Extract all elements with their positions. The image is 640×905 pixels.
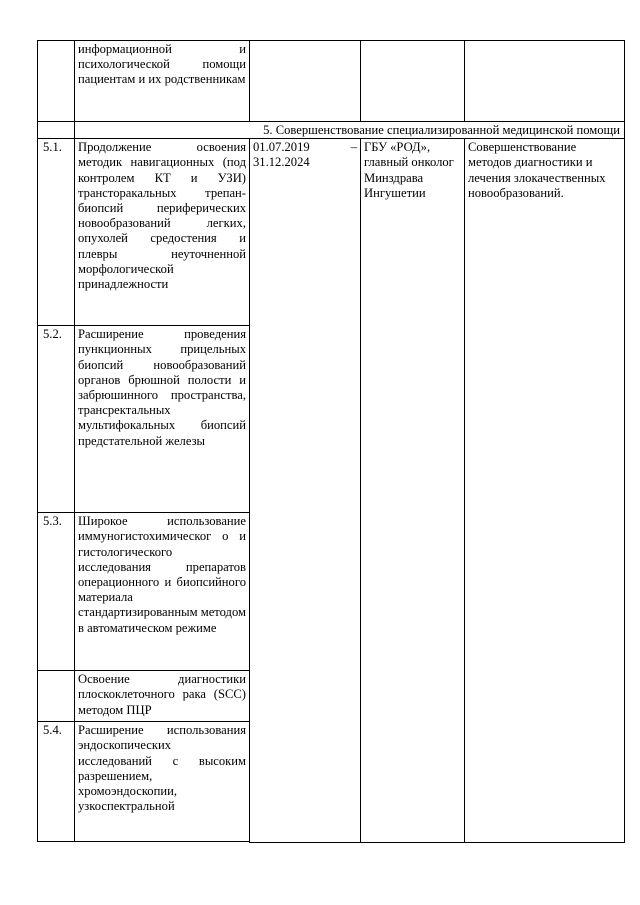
date-end: 31.12.2024 <box>253 155 310 170</box>
section-title: 5. Совершенствование специализированной медицинской помощи <box>75 122 625 139</box>
event-cell: Продолжение освоения методик навигационных (под контролем КТ и УЗИ) трансторакальных трепан-биопсий периферических новообразований легких, опухолей средостения и плевры неуточненной морфологической принадлежности <box>75 139 250 326</box>
event-cell: Освоение диагностики плоскоклеточного рака (SCC) методом ПЦР <box>75 671 250 722</box>
table-row <box>38 41 625 122</box>
row-number-cell: 5.3. <box>38 513 75 671</box>
result-cell <box>465 41 625 122</box>
date-cell <box>250 139 361 843</box>
row-number-cell: 5.2. <box>38 326 75 513</box>
row-number-cell: 5.4. <box>38 722 75 842</box>
row-number-cell <box>38 671 75 722</box>
result-cell: Совершенствование методов диагностики и лечения злокачественных новообразований. <box>465 139 625 843</box>
event-cell: Расширение использования эндоскопических исследований с высоким разрешением, хромоэндоскопии, узкоспектральной <box>75 722 250 842</box>
date-start: 01.07.2019 <box>253 140 310 155</box>
table-row <box>38 139 625 326</box>
row-number-cell <box>38 41 75 122</box>
date-dash: – <box>350 140 357 155</box>
responsible-cell: ГБУ «РОД», главный онколог Минздрава Ингушетии <box>361 139 465 843</box>
section-row <box>38 122 625 139</box>
row-number-cell: 5.1. <box>38 139 75 326</box>
event-cell: Широкое использование иммуногистохимическог о и гистологического исследования препаратов операционного и биопсийного материала стандартизированным методом в автоматическом режиме <box>75 513 250 671</box>
event-cell: информационной и психологической помощи пациентам и их родственникам <box>75 41 250 122</box>
plan-table <box>37 40 625 843</box>
date-range <box>253 140 357 155</box>
spacer-cell <box>75 842 250 843</box>
responsible-cell <box>361 41 465 122</box>
spacer-cell <box>38 842 75 843</box>
event-cell: Расширение проведения пункционных прицельных биопсий новообразований органов брюшной полости и забрюшинного пространства, трансректальных мультифокальных биопсий предстательной железы <box>75 326 250 513</box>
section-number-cell <box>38 122 75 139</box>
date-cell <box>250 41 361 122</box>
